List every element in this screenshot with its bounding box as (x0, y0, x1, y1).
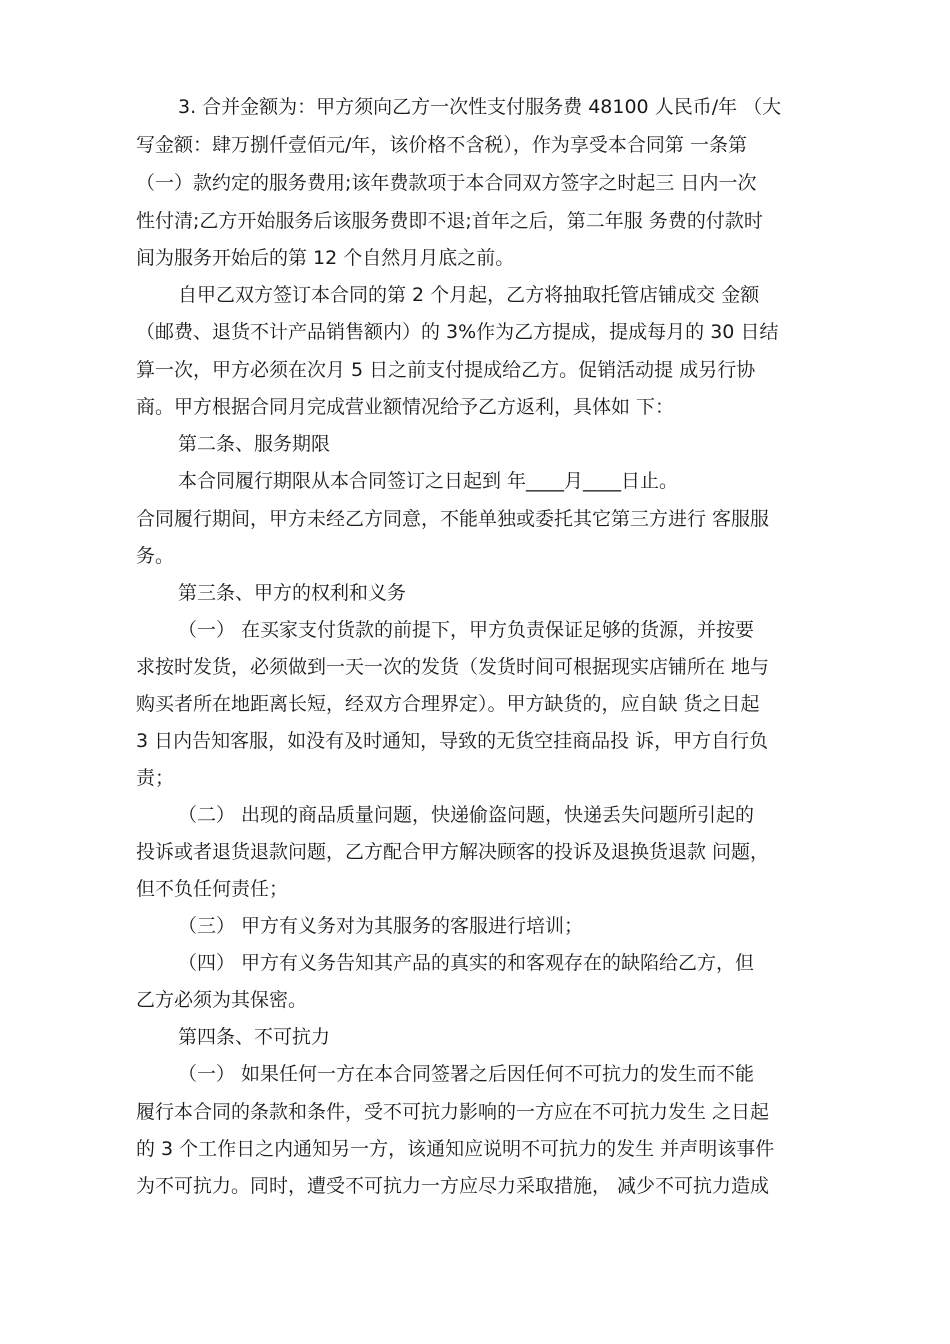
text-line: （一） 在买家支付货款的前提下，甲方负责保证足够的货源，并按要 (178, 619, 755, 641)
text-line: 履行本合同的条款和条件，受不可抗力影响的一方应在不可抗力发生 之日起 (136, 1101, 770, 1123)
text-line: 自甲乙双方签订本合同的第 2 个月起，乙方将抽取托管店铺成交 金额 (178, 284, 760, 306)
text-line: 但不负任何责任； (136, 878, 289, 900)
text-line: 的 3 个工作日之内通知另一方，该通知应说明不可抗力的发生 并声明该事件 (136, 1138, 775, 1160)
text-line: （一） 如果任何一方在本合同签署之后因任何不可抗力的发生而不能 (178, 1063, 755, 1085)
text-line: 求按时发货，必须做到一天一次的发货（发货时间可根据现实店铺所在 地与 (136, 656, 770, 678)
text-line: 务。 (136, 545, 175, 567)
text-line: 算一次，甲方必须在次月 5 日之前支付提成给乙方。促销活动提 成另行协 (136, 359, 756, 381)
text-line: （二） 出现的商品质量问题，快递偷盗问题，快递丢失问题所引起的 (178, 804, 755, 826)
text-line: 商。甲方根据合同月完成营业额情况给予乙方返利，具体如 下： (136, 396, 675, 418)
text-line: 责； (136, 767, 175, 789)
text-line: 投诉或者退货退款问题，乙方配合甲方解决顾客的投诉及退换货退款 问题， (136, 841, 770, 863)
text-line: （邮费、退货不计产品销售额内）的 3%作为乙方提成，提成每月的 30 日结 (136, 321, 779, 343)
text-line: 购买者所在地距离长短，经双方合理界定）。甲方缺货的，应自缺 货之日起 (136, 693, 760, 715)
text-line: 间为服务开始后的第 12 个自然月月底之前。 (136, 247, 515, 269)
section-heading: 第四条、不可抗力 (178, 1026, 331, 1048)
text-line: 为不可抗力。同时，遭受不可抗力一方应尽力采取措施， 减少不可抗力造成 (136, 1175, 770, 1197)
text-line: 3. 合并金额为：甲方须向乙方一次性支付服务费 48100 人民币/年 （大 (178, 96, 782, 118)
text-line: 写金额：肆万捌仟壹佰元/年，该价格不含税），作为享受本合同第 一条第 (136, 134, 747, 156)
text-line: （一）款约定的服务费用;该年费款项于本合同双方签字之时起三 日内一次 (136, 172, 757, 194)
text-line: 性付清;乙方开始服务后该服务费即不退;首年之后，第二年服 务费的付款时 (136, 210, 763, 232)
section-heading: 第三条、甲方的权利和义务 (178, 582, 407, 604)
section-heading: 第二条、服务期限 (178, 433, 331, 455)
text-line: （四） 甲方有义务告知其产品的真实的和客观存在的缺陷给乙方，但 (178, 952, 755, 974)
text-line: 本合同履行期限从本合同签订之日起到 年____月____日止。 (178, 470, 679, 492)
text-line: 合同履行期间，甲方未经乙方同意，不能单独或委托其它第三方进行 客服服 (136, 508, 770, 530)
text-line: （三） 甲方有义务对为其服务的客服进行培训； (178, 915, 584, 937)
text-line: 乙方必须为其保密。 (136, 989, 308, 1011)
text-line: 3 日内告知客服，如没有及时通知，导致的无货空挂商品投 诉，甲方自行负 (136, 730, 769, 752)
